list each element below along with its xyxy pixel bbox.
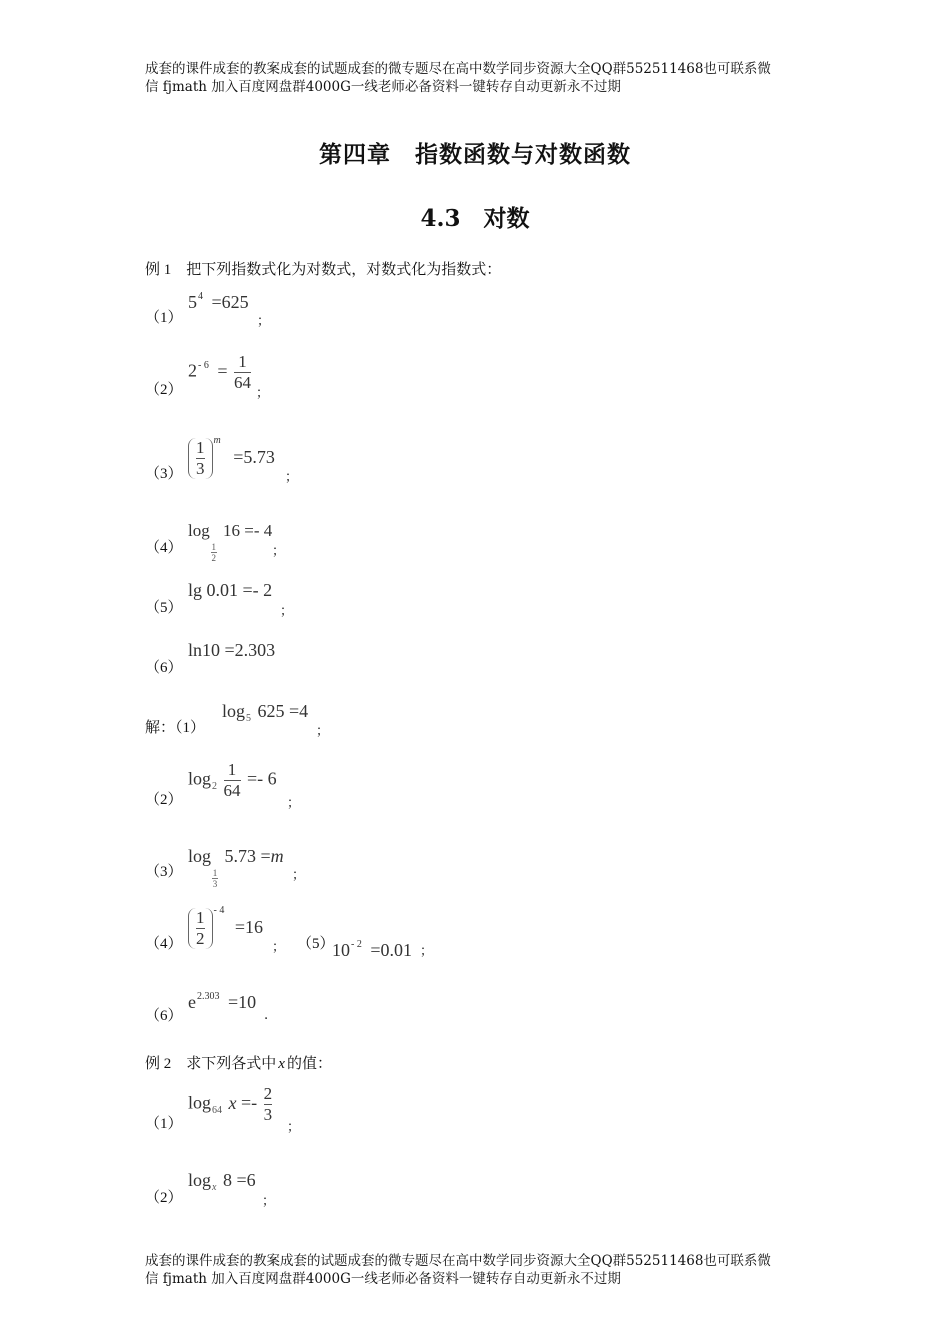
ex1-item5-math: lg 0.01 =- 2 — [188, 580, 273, 600]
base: 5 — [188, 292, 197, 312]
log: log — [188, 846, 212, 866]
ex1-item2-end: ； — [256, 386, 270, 401]
log: log — [222, 701, 246, 721]
ex1-item2-math — [188, 352, 253, 393]
ex1-item2-label: （2） — [145, 382, 183, 398]
ex1-item3-math — [188, 434, 275, 479]
denominator: 3 — [196, 459, 205, 478]
log-base-fraction — [211, 542, 217, 563]
sol1-item2-label: （2） — [145, 792, 183, 808]
numerator: 1 — [196, 438, 205, 457]
ex2-item1-label: （1） — [145, 1116, 183, 1132]
numerator: 2 — [263, 1084, 273, 1103]
denominator: 3 — [263, 1105, 273, 1124]
ex1-item4-label: （4） — [145, 540, 183, 556]
banner-line-2: 信 fjmath 加入百度网盘群4000G一线老师必备资料一键转存自动更新永不过期 — [145, 79, 621, 95]
fraction — [264, 1084, 273, 1125]
rhs: =5.73 — [233, 446, 275, 467]
numerator: 1 — [211, 542, 216, 552]
ex1-item3-end: ； — [285, 470, 299, 485]
equals: = — [217, 360, 228, 381]
solution1-label: 解：（1） — [145, 720, 206, 736]
log: log — [188, 1170, 212, 1190]
log-base: 5 — [246, 713, 252, 724]
log: log — [188, 521, 210, 540]
footer-line-2: 信 fjmath 加入百度网盘群4000G一线老师必备资料一键转存自动更新永不过期 — [145, 1271, 621, 1287]
log-base-fraction — [212, 868, 218, 889]
log: log — [188, 768, 212, 789]
log-base: x — [212, 1182, 217, 1193]
ex1-item6-math: ln10 =2.303 — [188, 640, 276, 660]
base: 10 — [332, 940, 350, 960]
sol1-item2-end: ； — [287, 796, 301, 811]
prompt-text-end: 的值： — [286, 1056, 332, 1072]
ex1-item4-math — [188, 521, 272, 563]
sol1-item5-end: ； — [420, 944, 434, 959]
numerator: 1 — [238, 352, 247, 371]
ex1-item1-label: （1） — [145, 310, 183, 326]
sol1-item1-math — [222, 701, 308, 722]
sol1-item4-label: （4） — [145, 936, 183, 952]
sol1-item2-math — [188, 760, 277, 801]
variable: x — [228, 1092, 237, 1113]
log-base: 2 — [212, 780, 218, 792]
example2-prompt — [145, 1052, 332, 1073]
parenthesis — [188, 908, 213, 949]
variable: m — [270, 846, 284, 866]
sol1-item3-end: ； — [292, 868, 306, 883]
exponent: 2.303 — [197, 991, 220, 1002]
base: 2 — [188, 360, 197, 381]
numerator: 1 — [196, 908, 205, 927]
sol1-item6-math — [188, 992, 256, 1013]
variable: x — [278, 1056, 285, 1072]
sol1-item4-end: ； — [272, 940, 286, 955]
fraction — [196, 908, 205, 949]
ex1-item3-label: （3） — [145, 466, 183, 482]
rhs: =0.01 — [370, 940, 412, 960]
sol1-item3-math — [188, 846, 284, 889]
ex1-item1-end: ； — [257, 314, 271, 329]
sol1-item4-math — [188, 904, 263, 949]
footer-banner — [145, 1252, 815, 1288]
ex2-item2-label: （2） — [145, 1190, 183, 1206]
ex1-item5-end: ； — [280, 604, 294, 619]
rhs: 16 =- 4 — [222, 521, 273, 540]
rhs: 625 =4 — [257, 701, 309, 721]
exponent: - 6 — [198, 359, 209, 371]
sol1-item5-math — [332, 940, 412, 961]
sol1-item6-end: . — [264, 1008, 269, 1023]
sol1-item6-label: （6） — [145, 1008, 183, 1024]
denominator: 3 — [212, 879, 218, 889]
banner-line-1: 成套的课件成套的教案成套的试题成套的微专题尽在高中数学同步资源大全QQ群552511468也可联系微 — [145, 61, 771, 77]
example1-prompt: 例 1 把下列指数式化为对数式，对数式化为指数式： — [145, 262, 502, 278]
equals: =- — [241, 1092, 258, 1113]
ex1-item1-math — [188, 292, 249, 313]
sol1-item3-label: （3） — [145, 864, 183, 880]
ex1-item4-end: ； — [272, 544, 286, 559]
ex1-item6-label: （6） — [145, 660, 183, 676]
denominator: 2 — [211, 553, 216, 563]
fraction — [196, 438, 205, 479]
ex2-item2-math — [188, 1170, 256, 1191]
fraction — [224, 760, 241, 801]
numerator: 1 — [212, 868, 218, 878]
rhs: 5.73 = — [224, 846, 271, 866]
rhs: =10 — [228, 992, 257, 1012]
exponent: - 2 — [351, 939, 362, 950]
section-title: 4.3 对数 — [420, 205, 530, 232]
denominator: 64 — [223, 781, 241, 800]
log-base: 64 — [212, 1104, 223, 1116]
sol1-item1-end: ； — [316, 724, 330, 739]
ex1-item5-label: （5） — [145, 600, 183, 616]
base: e — [188, 992, 196, 1012]
log: log — [188, 1092, 212, 1113]
exponent: - 4 — [213, 904, 225, 916]
header-banner — [145, 60, 815, 96]
rhs: =- 6 — [247, 768, 277, 789]
exponent: m — [213, 434, 221, 446]
ex2-item1-end: ； — [287, 1120, 301, 1135]
footer-line-1: 成套的课件成套的教案成套的试题成套的微专题尽在高中数学同步资源大全QQ群552511468也可联系微 — [145, 1253, 771, 1269]
rhs: =625 — [211, 292, 249, 312]
rhs: 8 =6 — [222, 1170, 256, 1190]
chapter-title: 第四章 指数函数与对数函数 — [319, 141, 631, 168]
parenthesis — [188, 438, 213, 479]
ex2-item1-math — [188, 1084, 274, 1125]
numerator: 1 — [227, 760, 237, 779]
sol1-item5-label: （5） — [297, 936, 335, 952]
rhs: =16 — [234, 916, 263, 937]
denominator: 64 — [234, 373, 251, 392]
prompt-text: 例 2 求下列各式中 — [145, 1056, 277, 1072]
ex2-item2-end: ； — [262, 1194, 276, 1209]
denominator: 2 — [196, 929, 205, 948]
fraction — [234, 352, 251, 393]
exponent: 4 — [198, 291, 203, 302]
